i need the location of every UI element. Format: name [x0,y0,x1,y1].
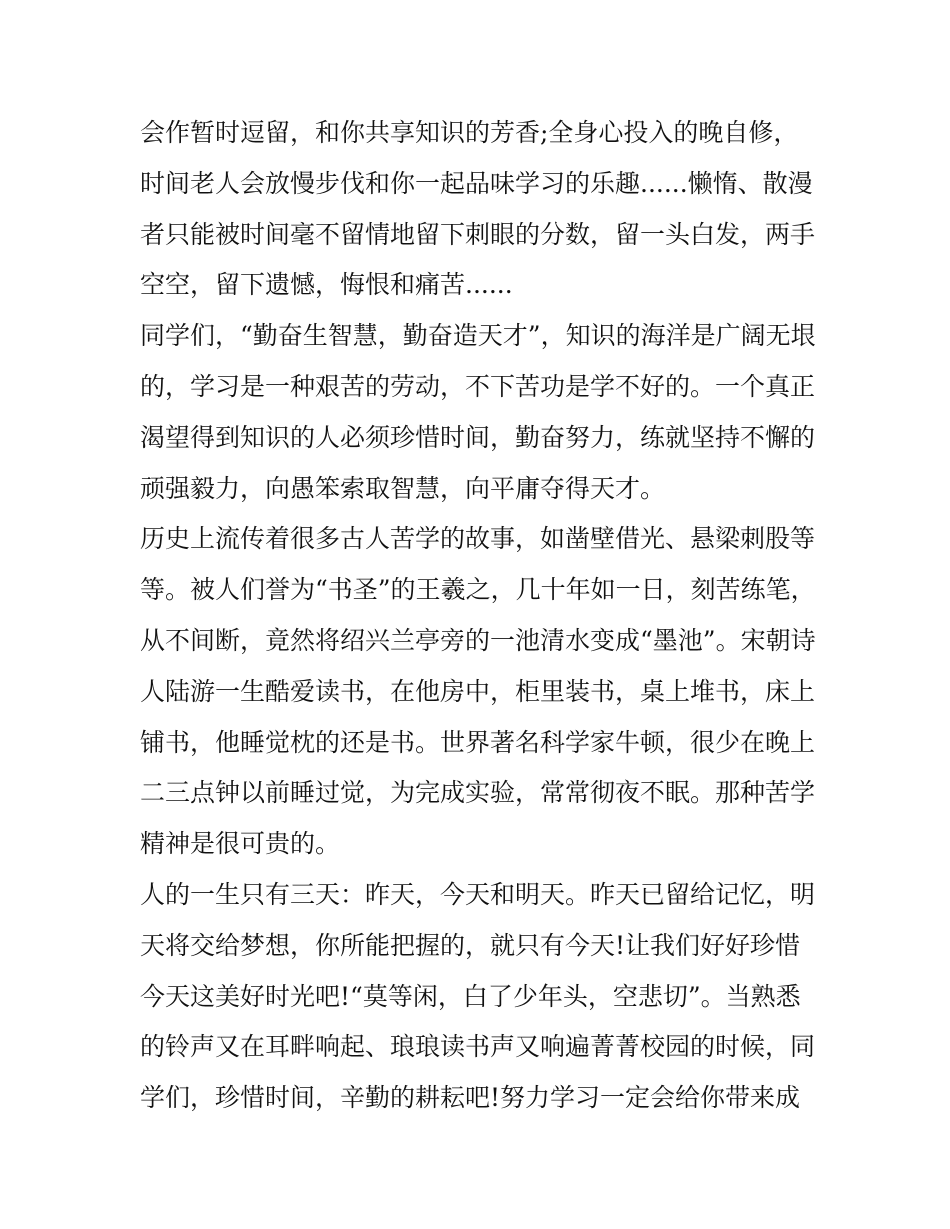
text-line: 时间老人会放慢步伐和你一起品味学习的乐趣......懒惰、散漫 [140,168,813,198]
text-line: 者只能被时间毫不留情地留下刺眼的分数，留一头白发，两手 [140,219,816,249]
text-line: 二三点钟以前睡过觉，为完成实验，常常彻夜不眠。那种苦学 [140,778,816,808]
text-line: 天将交给梦想，你所能把握的，就只有今天!让我们好好珍惜 [140,930,801,960]
text-line: 会作暂时逗留，和你共享知识的芳香;全身心投入的晚自修， [140,118,799,147]
text-line: 人的一生只有三天：昨天，今天和明天。昨天已留给记忆，明 [140,879,816,909]
text-line: 顽强毅力，向愚笨索取智慧，向平庸夺得天才。 [140,473,666,503]
text-line: 等。被人们誉为“书圣”的王羲之，几十年如一日，刻苦练笔， [140,575,816,605]
text-line: 的，学习是一种艰苦的劳动，不下苦功是学不好的。一个真正 [140,371,816,401]
text-line: 从不间断，竟然将绍兴兰亭旁的一池清水变成“墨池”。宋朝诗 [140,625,816,655]
text-line: 同学们，“勤奋生智慧，勤奋造天才”，知识的海洋是广阔无垠 [140,321,816,351]
text-line: 的铃声又在耳畔响起、琅琅读书声又响遍菁菁校园的时候，同 [140,1032,816,1062]
text-line: 人陆游一生酷爱读书，在他房中，柜里装书，桌上堆书，床上 [140,676,816,706]
text-line: 铺书，他睡觉枕的还是书。世界著名科学家牛顿，很少在晚上 [140,727,816,757]
text-line: 学们，珍惜时间，辛勤的耕耘吧!努力学习一定会给你带来成 [140,1083,801,1113]
text-line: 今天这美好时光吧!“莫等闲，白了少年头，空悲切”。当熟悉 [140,981,801,1011]
text-line: 历史上流传着很多古人苦学的故事，如凿壁借光、悬梁刺股等 [140,524,816,554]
document-body [140,108,820,1124]
text-line: 渴望得到知识的人必须珍惜时间，勤奋努力，练就坚持不懈的 [140,422,816,452]
text-line: 空空，留下遗憾，悔恨和痛苦...... [140,270,513,300]
text-line: 精神是很可贵的。 [140,829,341,859]
